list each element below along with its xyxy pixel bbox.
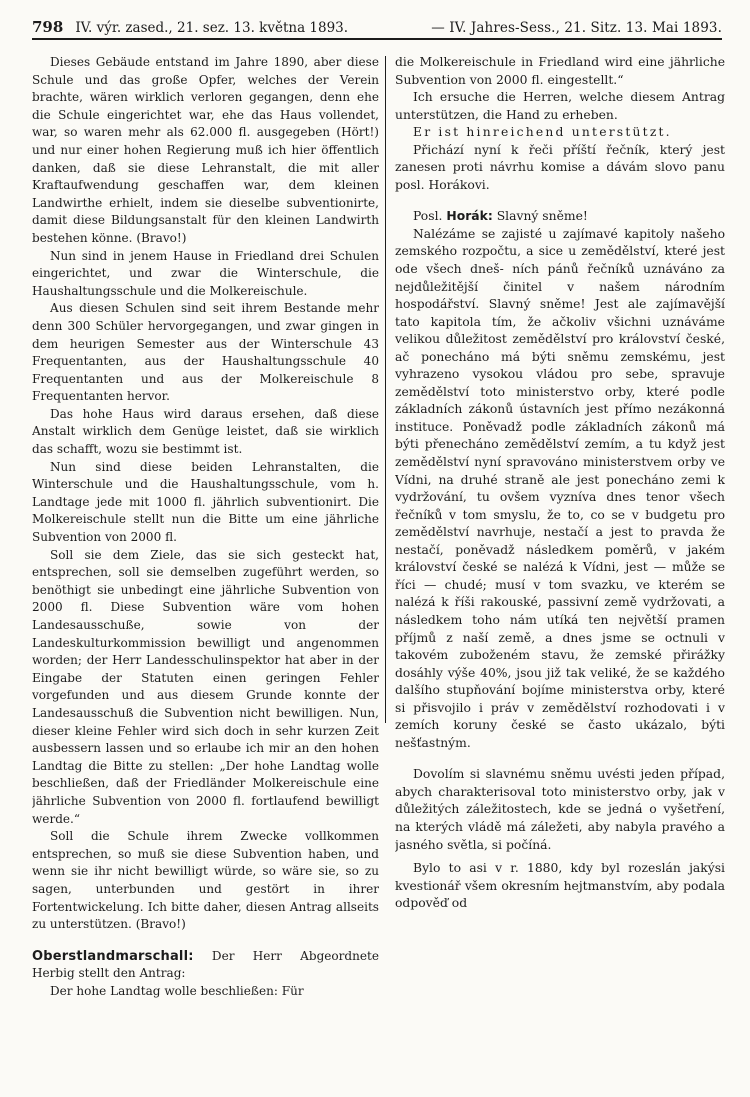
right-column <box>395 54 725 1083</box>
header-left <box>32 18 348 36</box>
column-divider <box>385 56 386 723</box>
paragraph: Der hohe Landtag wolle beschließen: Für <box>50 983 304 998</box>
paragraph: Aus diesen Schulen sind seit ihrem Bestande mehr denn 300 Schüler hervorgegangen, und zwar gingen in dem heurigen Semester aus der Winterschule 43 Frequentanten, aus der Haushaltungsschule 40 Frequentanten und aus der Molkereischule 8 Frequentanten hervor. <box>32 301 379 404</box>
speaker-prefix: Posl. <box>413 209 443 224</box>
speaker-paragraph <box>395 208 725 226</box>
speaker-text: Der Herr Abgeordnete Herbig stellt den Antrag: <box>32 948 379 981</box>
speaker-name: Oberstlandmarschall: <box>32 948 194 964</box>
paragraph: Přichází nyní k řeči příští řečník, který jest zanesen proti návrhu komise a dávám slovo panu posl. Horákovi. <box>395 142 725 192</box>
paragraph: Das hohe Haus wird daraus ersehen, daß diese Anstalt wirklich dem Genüge leistet, daß sie wirklich das schafft, wozu sie bestimmt ist. <box>32 406 379 457</box>
page-number: 798 <box>32 18 64 36</box>
speaker-paragraph <box>32 948 379 983</box>
speaker-text: Slavný sněme! <box>496 209 588 224</box>
paragraph: Nun sind diese beiden Lehranstalten, die Winterschule und die Haushaltungsschule, vom h. Landtage jede mit 1000 fl. jährlich subventionirt. Die Molkereischule stellt nun die Bitte um eine jährliche Subvention von 2000 fl. <box>32 459 379 545</box>
paragraph: die Molkereischule in Friedland wird eine jährliche Subvention von 2000 fl. eingestellt.“ <box>395 55 725 87</box>
speaker-name: Horák: <box>446 209 493 224</box>
paragraph: Soll sie dem Ziele, das sie sich gesteckt hat, entsprechen, soll sie demselben zugeführt werden, so benöthigt sie unbedingt eine jährliche Subvention von 2000 fl. Diese Subvention wäre vom hohen Landesausschuße, sowie von der Landeskulturkommission bewilligt und angenommen worden; der Herr Landesschulinspektor hat aber in der Eingabe der Statuten einen geringen Fehler vorgefunden und aus diesem Grunde konnte der Landesausschuß die Subvention nicht bewilligen. Nun, dieser kleine Fehler wird sich doch in sehr kurzen Zeit ausbessern lassen und so erlaube ich mir an den hohen Landtag die Bitte zu stellen: „Der hohe Landtag wolle beschließen, daß der Friedländer Molkereischule eine jährliche Subvention von 2000 fl. fortlaufend bewilligt werde.“ <box>32 547 379 826</box>
paragraph: Soll die Schule ihrem Zwecke vollkommen entsprechen, so muß sie diese Subvention haben, und wenn sie ihr nicht bewilligt würde, so wäre sie, so zu sagen, unterbunden und gestört in ihrer Fortentwickelung. Ich bitte daher, diesen Antrag allseits zu unterstützen. (Bravo!) <box>32 829 379 932</box>
paragraph: Nun sind in jenem Hause in Friedland drei Schulen eingerichtet, und zwar die Winterschule, die Haushaltungsschule und die Molkereischule. <box>32 248 379 298</box>
paragraph: Er ist hinreichend unterstützt. <box>413 125 672 140</box>
left-column <box>32 54 379 1083</box>
paragraph: Dieses Gebäude entstand im Jahre 1890, aber diese Schule und das große Opfer, welches der Verein brachte, wären wirklich verloren gegangen, denn ehe die Schule eingerichtet war, ehe das Haus vollendet, war, so waren mehr als 62.000 fl. ausgegeben (Hört!) und nur einer hohen Regierung muß ich hier öffentlich danken, daß sie diese Lehranstalt, die mit aller Kraftaufwendung geschaffen war, dem kleinen Landwirthe erhielt, indem sie dieselbe subventionirte, damit diese Bildungsanstalt für den kleinen Landwirth bestehen könne. (Bravo!) <box>32 55 379 245</box>
paragraph: Dovolím si slavnému sněmu uvésti jeden případ, abych charakterisoval toto ministerstvo orby, jak v důležitých záležitostech, kde se jedná o vyšetření, na kterých vládě má záležeti, aby nabyla pravého a jasného světla, si počíná. <box>395 767 725 852</box>
paragraph: Ich ersuche die Herren, welche diesem Antrag unterstützen, die Hand zu erheben. <box>395 90 725 122</box>
paragraph: Bylo to asi v r. 1880, kdy byl rozeslán jakýsi kvestionář všem okresním hejtmanstvím, aby podala odpověď od <box>395 861 725 911</box>
header-german-title: — IV. Jahres-Sess., 21. Sitz. 13. Mai 1893. <box>431 20 722 36</box>
header-czech-title: IV. výr. zased., 21. sez. 13. května 1893. <box>75 20 349 36</box>
paragraph: Nalézáme se zajisté u zajímavé kapitoly našeho zemského rozpočtu, a sice u zemědělství, které jest ode všech dneš- ních pánů řečníků uznáváno za nejdůležitější činitel v našem národním hospodářství. Slavný sněme! Jest ale zajímavější tato kapitola tím, že ačkoliv všichni uznáváme velikou důležitost zemědělství pro království české, ač ponecháno má býti sněmu zemskému, jest vyhrazeno vysokou vládou pro sebe, spravuje zemědělství toto ministerstvo orby, které podle základních zákonů ústavních jest přímo nezákonná instituce. Poněvadž podle základních zákonů má býti přenecháno zemědělství zemím, a tu když jest zemědělství nyní spravováno ministerstvem orby ve Vídni, na druhé straně ale jest ponecháno zemi k vydržování, tu ovšem vyzníva dnes tenor všech řečníků v tom smyslu, že to, co se v budgetu pro zemědělství navrhuje, nestačí a jest to pravda že nestačí, poněvadž následkem poměrů, v jakém království české se nalézá k Vídni, jest — může se říci — chudé; musí v tom svazku, ve kterém se nalézá k říši rakouské, passivní země vydržovati, a následkem toho nám utíká ten největší pramen příjmů z naší země, a dnes jsme se octnuli v takovém zuboženém stavu, že zemské přirážky dosáhly výše 40%, jsou již tak veliké, že se každého dalšího stupňování bojíme ministerstva orby, které si přisvojilo i práv v zemědělství rozhodovati i v zemích koruny české se často ukázalo, býti nešťastným. <box>395 226 725 750</box>
page-header <box>32 14 722 40</box>
